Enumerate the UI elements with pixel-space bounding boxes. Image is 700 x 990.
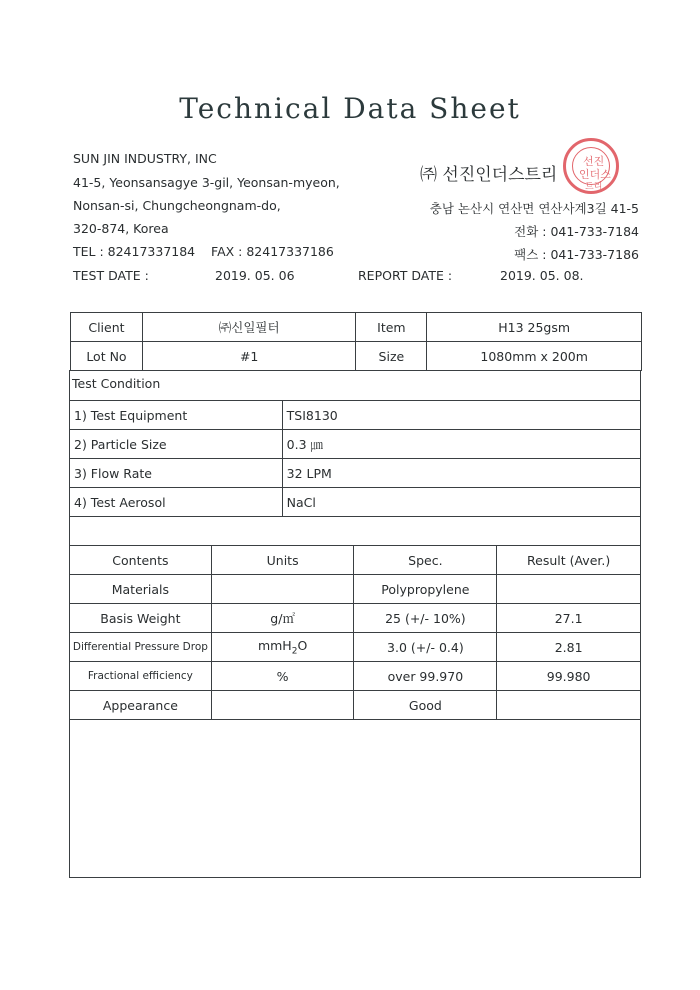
table-row <box>70 488 641 517</box>
content-cell: Appearance <box>70 691 212 720</box>
lot-label: Lot No <box>71 342 143 371</box>
content-cell: Basis Weight <box>70 604 212 633</box>
company-address-korean: 충남 논산시 연산면 연산사계3길 41-5 <box>429 201 639 216</box>
condition-value: NaCl <box>282 488 640 517</box>
test-condition-table <box>69 400 641 517</box>
condition-value: 0.3 ㎛ <box>282 430 640 459</box>
content-cell: Fractional efficiency <box>70 662 212 691</box>
company-fax-korean: 팩스 : 041-733-7186 <box>514 247 639 262</box>
result-cell: 2.81 <box>497 633 641 662</box>
content-cell: Differential Pressure Drop <box>70 633 212 662</box>
result-cell <box>497 691 641 720</box>
document-title: Technical Data Sheet <box>179 92 521 125</box>
report-date-label: REPORT DATE : <box>358 268 453 283</box>
result-cell: 27.1 <box>497 604 641 633</box>
unit-cell <box>211 633 354 662</box>
column-header: Units <box>211 546 354 575</box>
item-value: H13 25gsm <box>427 313 642 342</box>
result-cell <box>497 575 641 604</box>
test-date-label: TEST DATE : <box>73 268 149 283</box>
company-address-line-2: Nonsan-si, Chungcheongnam-do, <box>73 198 281 213</box>
lot-value: #1 <box>142 342 356 371</box>
results-header-row <box>70 546 641 575</box>
condition-value: TSI8130 <box>282 401 640 430</box>
table-row <box>70 430 641 459</box>
column-header: Contents <box>70 546 212 575</box>
client-info-table <box>70 312 642 371</box>
condition-label: 1) Test Equipment <box>70 401 283 430</box>
size-value: 1080mm x 200m <box>427 342 642 371</box>
spec-cell: 3.0 (+/- 0.4) <box>354 633 497 662</box>
unit-cell <box>211 575 354 604</box>
client-value: ㈜신일필터 <box>142 313 356 342</box>
spec-cell: 25 (+/- 10%) <box>354 604 497 633</box>
condition-value: 32 LPM <box>282 459 640 488</box>
condition-label: 2) Particle Size <box>70 430 283 459</box>
company-tel-fax: TEL : 82417337184 FAX : 82417337186 <box>73 244 334 259</box>
client-label: Client <box>71 313 143 342</box>
table-row <box>70 662 641 691</box>
condition-label: 4) Test Aerosol <box>70 488 283 517</box>
company-name: SUN JIN INDUSTRY, INC <box>73 151 217 166</box>
company-seal-stamp: 선진 인더스 트리 <box>563 138 619 194</box>
unit-cell <box>211 691 354 720</box>
table-row <box>70 401 641 430</box>
content-cell: Materials <box>70 575 212 604</box>
condition-label: 3) Flow Rate <box>70 459 283 488</box>
test-date-value: 2019. 05. 06 <box>215 268 295 283</box>
spec-cell: Polypropylene <box>354 575 497 604</box>
company-address-line-3: 320-874, Korea <box>73 221 169 236</box>
test-condition-heading: Test Condition <box>72 376 161 391</box>
table-row <box>70 459 641 488</box>
table-row <box>70 633 641 662</box>
spec-cell: over 99.970 <box>354 662 497 691</box>
table-row <box>70 691 641 720</box>
company-address-line-1: 41-5, Yeonsansagye 3-gil, Yeonsan-myeon, <box>73 175 340 190</box>
unit-subscript: 2 <box>291 646 298 657</box>
report-date-value: 2019. 05. 08. <box>500 268 584 283</box>
table-row <box>70 575 641 604</box>
company-name-korean: ㈜ 선진인더스트리 <box>420 165 558 185</box>
unit-cell: % <box>211 662 354 691</box>
results-table <box>69 545 641 720</box>
spec-cell: Good <box>354 691 497 720</box>
item-label: Item <box>356 313 427 342</box>
unit-text: mmH <box>257 637 292 653</box>
size-label: Size <box>356 342 427 371</box>
result-cell: 99.980 <box>497 662 641 691</box>
column-header: Result (Aver.) <box>497 546 641 575</box>
unit-text-tail: O <box>297 637 308 653</box>
column-header: Spec. <box>354 546 497 575</box>
company-tel-korean: 전화 : 041-733-7184 <box>514 224 639 239</box>
unit-cell: g/㎡ <box>211 604 354 633</box>
table-row <box>70 604 641 633</box>
